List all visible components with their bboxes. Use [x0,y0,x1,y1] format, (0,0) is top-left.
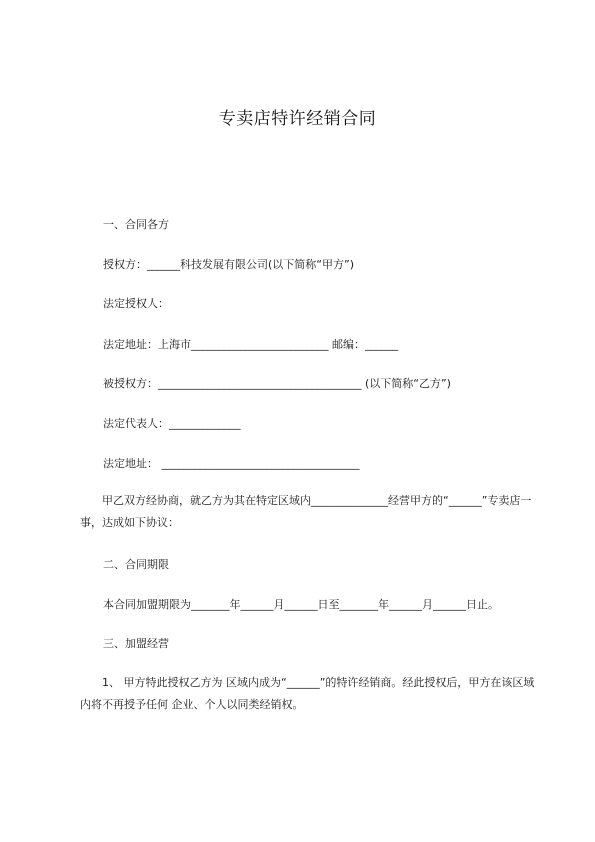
grantee-address-line: 法定地址： ____________________________________ [103,457,360,470]
section-heading-parties: 一、合同各方 [103,218,169,231]
grantee-line: 被授权方：_____________________________________ (以下简称“乙方”) [103,377,451,390]
section-heading-franchise: 三、加盟经营 [103,637,169,650]
legal-authorizer-line: 法定授权人： [103,297,169,310]
agreement-intro-paragraph: 甲乙双方经协商，就乙方为其在特定区域内______________经营甲方的“______”专卖店一事，达成如下协议： [80,494,532,529]
clause-3-1-paragraph: 1、 甲方特此授权乙方为 区域内成为“______”的特许经销商。经此授权后，甲方在该区域内将不再授予任何 企业、个人以同类经销权。 [80,676,535,711]
section-heading-term: 二、合同期限 [103,558,169,571]
term-clause: 本合同加盟期限为_______年______月______日至_______年______月______日止。 [103,598,499,611]
grantor-line: 授权方：______科技发展有限公司(以下简称“甲方”) [103,258,354,271]
grantor-address-line: 法定地址：上海市_________________________ 邮编：______ [103,338,398,351]
legal-representative-line: 法定代表人：_____________ [103,417,241,430]
document-title: 专卖店特许经销合同 [218,109,377,129]
